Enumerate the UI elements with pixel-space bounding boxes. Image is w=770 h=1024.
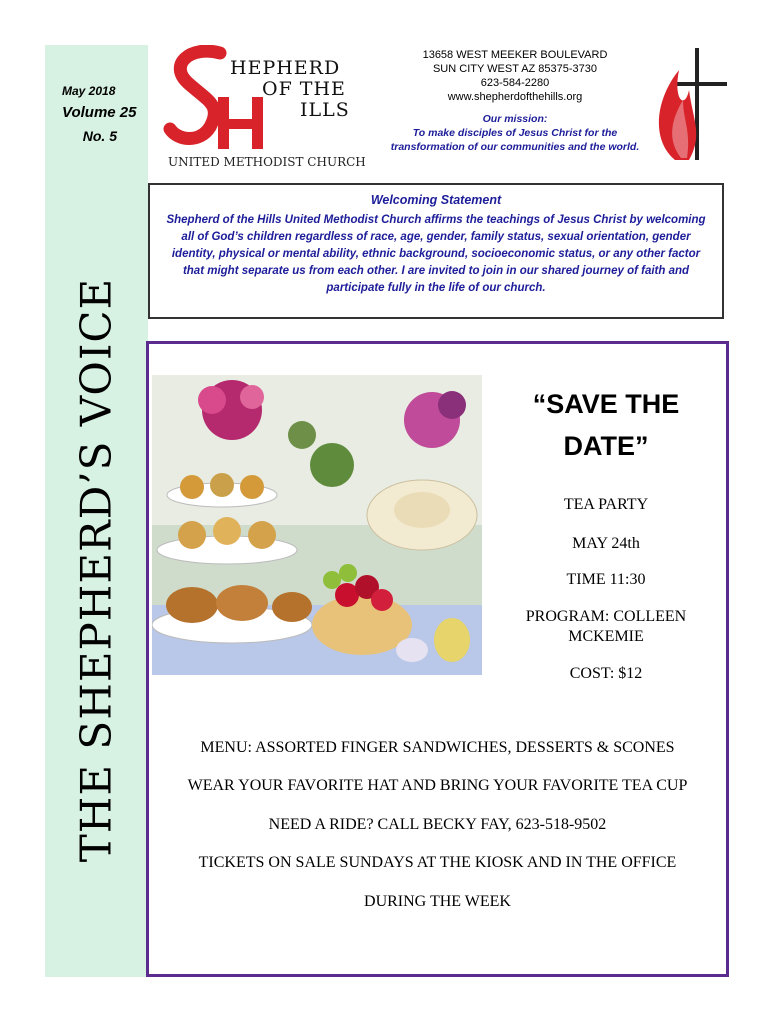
event-time: TIME 11:30 [566,571,646,588]
welcoming-statement-box [148,183,724,319]
address-street: 13658 WEST MEEKER BOULEVARD [422,49,608,61]
address-phone: 623-584-2280 [480,77,550,89]
event-hat-note: WEAR YOUR FAVORITE HAT AND BRING YOUR FAVORITE TEA CUP [187,777,688,794]
issue-volume: Volume 25 [62,104,137,121]
event-tickets-line-2: DURING THE WEEK [364,893,511,910]
event-name: TEA PARTY [563,496,649,513]
address-city: SUN CITY WEST AZ 85375-3730 [432,63,598,75]
issue-date: May 2018 [62,84,116,98]
logo-word-shepherd: HEPHERD [230,57,341,79]
headline-line-2: DATE” [563,431,649,461]
tea-party-photo [152,375,482,675]
mission-text: To make disciples of Jesus Christ for the transformation of our communities and the world. [390,127,640,153]
logo-subtitle: UNITED METHODIST CHURCH [168,155,366,169]
church-logo [160,45,375,175]
event-program: PROGRAM: COLLEEN MCKEMIE [525,608,687,645]
logo-word-hills: ILLS [300,99,350,121]
welcoming-statement-text: Shepherd of the Hills United Methodist Church affirms the teachings of Jesus Christ by welcoming all of God’s children regardless of race, age, gender, family status, sexual orientation, gender identity, physical or mental ability, ethnic background, socioeconomic status, or any other factor that might separate us from each other. I are invited to join in our shared journey of faith and participate fully in the life of our church. [166,214,706,294]
church-address [385,48,645,104]
save-the-date-headline [500,383,712,467]
event-date: MAY 24th [572,535,640,552]
address-website[interactable]: www.shepherdofthehills.org [447,91,583,103]
event-menu: MENU: ASSORTED FINGER SANDWICHES, DESSERTS & SCONES [200,739,675,756]
welcoming-statement-title: Welcoming Statement [370,193,502,207]
newsletter-title: THE SHEPHERD’S VOICE [71,277,121,863]
event-cost: COST: $12 [569,665,643,682]
mission-label: Our mission: [482,113,548,125]
issue-number: No. 5 [82,128,117,144]
mission-statement [375,112,655,154]
logo-word-of-the: OF THE [262,78,346,100]
event-tickets-line-1: TICKETS ON SALE SUNDAYS AT THE KIOSK AND IN THE OFFICE [198,854,677,871]
newsletter-title-area [45,210,148,930]
cross-and-flame-icon [645,40,735,170]
event-ride-note: NEED A RIDE? CALL BECKY FAY, 623-518-9502 [268,816,607,833]
headline-line-1: “SAVE THE [532,389,680,419]
